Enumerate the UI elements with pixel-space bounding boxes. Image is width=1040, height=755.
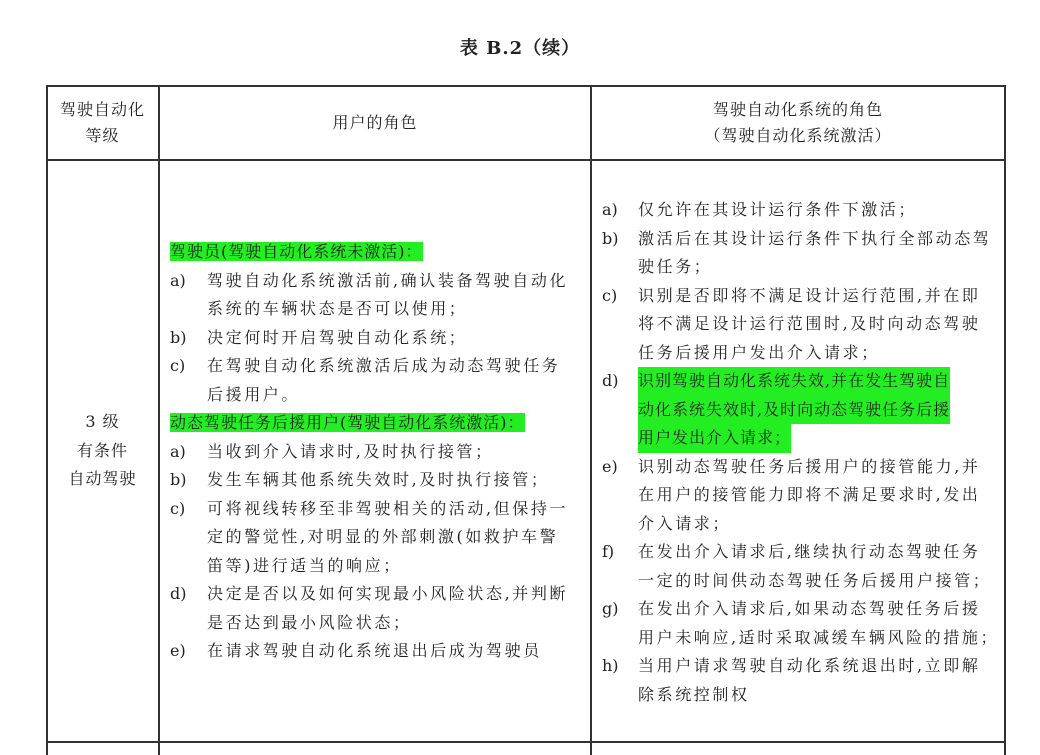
list-item-text: 用户未响应,适时采取减缓车辆风险的措施； <box>638 627 1000 647</box>
header-system-role-line: 驾驶自动化系统的角色 <box>712 100 883 119</box>
header-level-line: 驾驶自动化 <box>59 100 145 119</box>
list-item-text: 在发出介入请求后,如果动态驾驶任务后援 <box>638 599 981 618</box>
list-item <box>170 438 568 467</box>
group-heading: 驾驶员(驾驶自动化系统未激活)： <box>170 242 423 261</box>
list-marker: e) <box>602 456 618 476</box>
list-marker: d) <box>170 584 187 603</box>
list-marker: a) <box>170 270 186 290</box>
list-marker: c) <box>602 285 618 305</box>
list-marker: g) <box>602 599 619 618</box>
list-item <box>170 267 568 324</box>
list-marker: f) <box>602 542 615 561</box>
list-marker: b) <box>170 470 187 489</box>
list-marker: d) <box>602 371 619 390</box>
list-item-text: 决定是否以及如何实现最小风险状态,并判断 <box>207 584 569 603</box>
list-item-text: 定的警觉性,对明显的外部刺激(如救护车警 <box>207 527 559 546</box>
list-item-text: 驾驶自动化系统激活前,确认装备驾驶自动化 <box>207 270 569 290</box>
table-border-right <box>1004 85 1006 755</box>
list-marker: b) <box>602 228 619 248</box>
list-item-text: 动化系统失效时,及时向动态驾驶任务后援 <box>638 396 950 425</box>
list-item-text: 系统的车辆状态是否可以使用； <box>207 299 468 318</box>
header-user-role-text: 用户的角色 <box>332 113 418 132</box>
column-divider <box>590 85 592 755</box>
user-role-cell <box>170 238 568 666</box>
header-user-role <box>160 86 590 160</box>
header-level-line: 等级 <box>85 126 120 145</box>
list-item-text: 仅允许在其设计运行条件下激活； <box>638 200 918 219</box>
list-item <box>602 196 999 225</box>
list-item-text: 决定何时开启驾驶自动化系统； <box>207 327 468 347</box>
list-item <box>170 324 568 353</box>
list-marker: a) <box>170 441 186 461</box>
list-item-text: 将不满足设计运行范围时,及时向动态驾驶 <box>638 314 981 333</box>
list-marker: e) <box>170 641 186 660</box>
list-item-text: 在用户的接管能力即将不满足要求时,发出 <box>638 485 981 504</box>
list-item-text: 识别驾驶自动化系统失效,并在发生驾驶自 <box>638 367 950 396</box>
list-item-text: 发生车辆其他系统失效时,及时执行接管； <box>207 470 550 489</box>
group-heading-row <box>170 409 568 438</box>
list-item <box>170 637 568 666</box>
header-system-role <box>592 86 1004 160</box>
list-item-text: 任务后援用户发出介入请求； <box>638 342 880 362</box>
list-marker: c) <box>170 356 186 375</box>
list-item-text: 用户发出介入请求； <box>638 424 791 453</box>
column-divider <box>158 85 160 755</box>
list-marker: b) <box>170 327 187 347</box>
list-item-text: 识别动态驾驶任务后援用户的接管能力,并 <box>638 456 981 476</box>
table-title: 表 B.2（续） <box>459 38 581 59</box>
list-item-text: 在驾驶自动化系统激活后成为动态驾驶任务 <box>207 356 561 375</box>
list-item-text: 驶任务； <box>638 257 713 276</box>
list-item <box>602 538 999 595</box>
list-item <box>170 352 568 409</box>
list-marker: c) <box>170 498 186 518</box>
list-item <box>602 225 999 282</box>
system-role-cell <box>602 196 999 709</box>
list-item-text: 激活后在其设计运行条件下执行全部动态驾 <box>638 228 992 248</box>
header-system-role-line: （驾驶自动化系统激活） <box>704 126 892 145</box>
list-item-text: 一定的时间供动态驾驶任务后援用户接管； <box>638 570 992 590</box>
list-item-text: 当用户请求驾驶自动化系统退出时,立即解 <box>638 656 981 675</box>
list-item-text: 笛等)进行适当的响应； <box>207 555 402 575</box>
list-marker: h) <box>602 656 619 675</box>
list-item-text: 在发出介入请求后,继续执行动态驾驶任务 <box>638 542 981 561</box>
list-item <box>170 466 568 495</box>
level-line: 3 级 <box>85 412 120 432</box>
list-item-text: 是否达到最小风险状态； <box>207 612 412 632</box>
list-item <box>602 652 999 709</box>
list-item-text: 在请求驾驶自动化系统退出后成为驾驶员 <box>207 641 542 660</box>
level-line: 有条件 <box>76 440 128 460</box>
level-line: 自动驾驶 <box>68 469 137 489</box>
group-heading: 动态驾驶任务后援用户(驾驶自动化系统激活)： <box>170 413 525 432</box>
list-item <box>602 453 999 539</box>
list-item <box>602 595 999 652</box>
list-item-text: 识别是否即将不满足设计运行范围,并在即 <box>638 285 981 305</box>
row-divider <box>46 741 1006 743</box>
list-item-text: 可将视线转移至非驾驶相关的活动,但保持一 <box>207 498 569 518</box>
list-item-text: 介入请求； <box>638 513 732 533</box>
list-item-text: 当收到介入请求时,及时执行接管； <box>207 441 494 461</box>
list-item <box>602 367 999 453</box>
list-item <box>602 282 999 368</box>
list-item-text: 除系统控制权 <box>638 684 750 704</box>
list-item-text: 后援用户。 <box>207 384 301 404</box>
list-item <box>170 580 568 637</box>
level-cell <box>47 161 158 741</box>
list-marker: a) <box>602 200 618 219</box>
header-level <box>47 86 158 160</box>
group-heading-row <box>170 238 568 267</box>
list-item <box>170 495 568 581</box>
